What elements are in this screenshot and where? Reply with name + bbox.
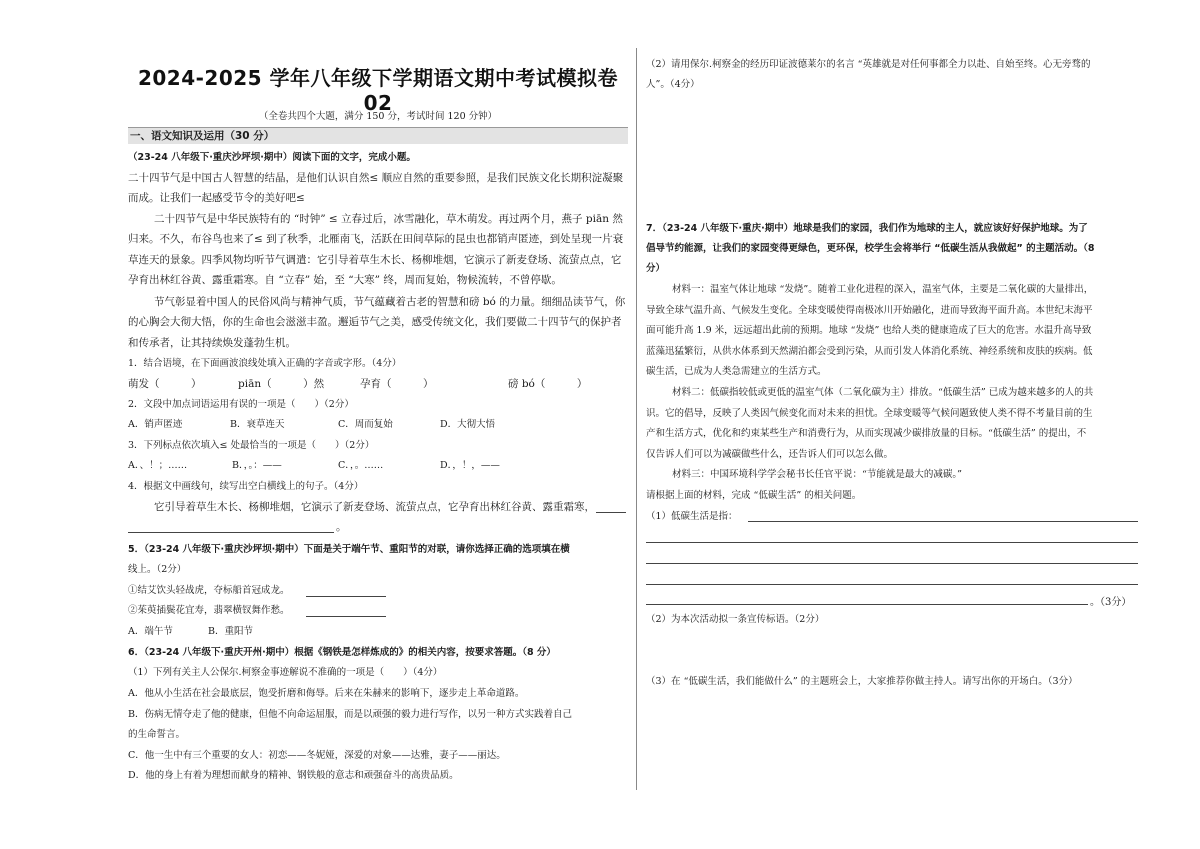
question-6-2-cont: 人”。（4分）: [646, 79, 700, 90]
q1-item: 萌发（ ）: [128, 378, 202, 390]
couplet-1: ①结艾饮头轻战虎，夺标船首冠成龙。: [128, 585, 290, 596]
question-4: 4．根据文中画线句，续写出空白横线上的句子。（4分）: [128, 481, 364, 492]
passage-line: 归来。不久，布谷鸟也来了≤ 到了秋季，北雁南飞，活跃在田间草际的昆虫也都销声匿迹，到处呈现一片衰: [128, 233, 624, 245]
question-6-1: （1）下列有关主人公保尔.柯察金事迹解说不准确的一项是（ ）（4分）: [128, 667, 443, 678]
couplet-2: ②茱萸插鬓花宜寿，翡翠横钗舞作愁。: [128, 605, 290, 616]
question-5-cont: 线上。（2分）: [128, 564, 187, 575]
question-7-2: （2）为本次活动拟一条宣传标语。（2分）: [646, 614, 825, 625]
question-1: 1．结合语境，在下面画波浪线处填入正确的字音或字形。（4分）: [128, 358, 402, 369]
q3-option-d: D．，！，——: [440, 460, 500, 471]
passage-line: 和传承者，让其持续焕发蓬勃生机。: [128, 337, 296, 349]
question-7: 7．（23-24 八年级下·重庆·期中）地球是我们的家园，我们作为地球的主人，就应该好好保护地球。为了: [646, 223, 1088, 234]
q1-item: 孕育（ ）: [360, 378, 434, 390]
q6-option-b-cont: 的生命誓言。: [128, 729, 186, 740]
passage-line: 草连天的景象。四季风物均听节气调遣：它引导着草生木长、杨柳堆烟，它演示了新麦登场、流萤点点，它: [128, 254, 622, 266]
q6-option-d: D．他的身上有着为理想而献身的精神、钢铁般的意志和顽强奋斗的高贵品质。: [128, 770, 459, 781]
answer-line[interactable]: [646, 584, 1138, 585]
q6-option-a: A．他从小生活在社会最底层，饱受折磨和侮辱。后来在朱赫来的影响下，逐步走上革命道路。: [128, 688, 525, 699]
passage-line: 节气彰显着中国人的民俗风尚与精神气质，节气蕴藏着古老的智慧和磅 bó 的力量。细细品读节气，你: [154, 296, 626, 308]
q3-option-a: A．、！；……: [128, 460, 188, 471]
q2-option-a: A．销声匿迹: [128, 419, 183, 430]
question-6-2: （2）请用保尔.柯察金的经历印证波德莱尔的名言 “英雄就是对任何事都全力以赴、自始至终。心无旁骛的: [646, 59, 1091, 70]
passage-line: 的心胸会大彻大悟，你的生命也会滋滋丰盈。邂逅节气之美，感受传统文化，我们要做二十四节气的保护者: [128, 316, 622, 328]
question-6: 6．（23-24 八年级下·重庆开州·期中）根据《钢铁是怎样炼成的》的相关内容，按要求答题。（8 分）: [128, 647, 556, 658]
question-7-cont: 分）: [646, 263, 666, 274]
q4-period: 。: [336, 521, 347, 533]
material-2-line: 仅告诉人们可以为减碳做些什么，还告诉人们可以怎么做。: [646, 449, 894, 460]
q2-option-c: C．周而复始: [338, 419, 393, 430]
q1-item: piān（ ）然: [238, 378, 325, 390]
q2-option-b: B．衰草连天: [230, 419, 285, 430]
instruction: 请根据上面的材料，完成 “低碳生活” 的相关问题。: [646, 490, 862, 501]
q2-option-d: D．大彻大悟: [440, 419, 496, 430]
q5-option-a: A．端午节: [128, 626, 173, 637]
question-3: 3．下列标点依次填入≤ 处最恰当的一项是（ ）（2分）: [128, 440, 375, 451]
passage-line: 二十四节气是中华民族特有的 “时钟” ≤ 立春过后，冰雪融化，草木萌发。再过两个月，燕子 piān 然: [154, 213, 623, 225]
q5-option-b: B．重阳节: [208, 626, 253, 637]
q1-item: 磅 bó（ ）: [508, 378, 588, 390]
column-divider: [636, 48, 637, 790]
page-subtitle: （全卷共四个大题，满分 150 分，考试时间 120 分钟）: [258, 111, 498, 122]
couplet-1-answer-line[interactable]: [306, 596, 386, 597]
couplet-2-answer-line[interactable]: [306, 616, 386, 617]
section-heading-1: 一、语文知识及运用（30 分）: [128, 127, 628, 144]
material-1-line: 材料一：温室气体让地球 “发烧”。随着工业化进程的深入，温室气体，主要是二氧化碳的大量排出，: [672, 284, 1094, 295]
q6-option-b: B．伤病无情夺走了他的健康，但他不向命运屈服，而是以顽强的毅力进行写作，以另一种方式实践着自己: [128, 709, 572, 720]
q4-blank-line[interactable]: [128, 532, 334, 533]
material-1-line: 蓝藻迅猛繁衍，从供水体系到天然湖泊都会受到污染，从而引发人体消化系统、神经系统和皮肤的疾病。低: [646, 346, 1093, 357]
material-2-line: 产和生活方式，优化和约束某些生产和消费行为，从而实现减少碳排放量的目标。“低碳生活” 的提出，不: [646, 428, 1087, 439]
q3-option-c: C．，。……: [338, 460, 384, 471]
answer-line[interactable]: [646, 563, 1138, 564]
q4-blank-line[interactable]: [596, 512, 626, 513]
passage-line: 而成。让我们一起感受节令的美好吧≤: [128, 192, 305, 204]
question-7-3: （3）在 “低碳生活，我们能做什么” 的主题班会上，大家推荐你做主持人。请写出你的开场白。（3分）: [646, 676, 1078, 687]
q3-option-b: B．，。：——: [232, 460, 282, 471]
question-2: 2．文段中加点词语运用有误的一项是（ ）（2分）: [128, 399, 354, 410]
q4-sentence: 它引导着草生木长、杨柳堆烟，它演示了新麦登场、流萤点点，它孕育出林红谷黄、露重霜寒，: [154, 501, 595, 513]
material-3: 材料三：中国环境科学学会秘书长任官平说：“节能就是最大的减碳。”: [672, 469, 962, 480]
page-title: 2024-2025 学年八年级下学期语文期中考试模拟卷 02: [137, 66, 619, 115]
material-1-line: 碳生活，已成为人类急需建立的生活方式。: [646, 366, 827, 377]
material-2-line: 识。它的倡导，反映了人类因气候变化而对未来的担忧。全球变暖等气候问题致使人类不得不考量目前的生: [646, 408, 1093, 419]
question-7-cont: 倡导节约能源，让我们的家园变得更绿色，更环保，校学生会将举行 “低碳生活从我做起” 的主题活动。（8: [646, 243, 1095, 254]
answer-line[interactable]: [646, 542, 1138, 543]
material-1-line: 导致全球气温升高、气候发生变化。全球变暖使得南极冰川开始融化，进而导致海平面升高。本世纪末海平: [646, 305, 1093, 316]
q6-option-c: C．他一生中有三个重要的女人：初恋——冬妮娅，深爱的对象——达雅，妻子——丽达。: [128, 750, 506, 761]
answer-line[interactable]: [748, 521, 1138, 522]
q7-1-score: 。（3分）: [1090, 597, 1132, 608]
question-group-intro: （23-24 八年级下·重庆沙坪坝·期中）阅读下面的文字，完成小题。: [128, 152, 416, 163]
question-5: 5．（23-24 八年级下·重庆沙坪坝·期中）下面是关于端午节、重阳节的对联，请你选择正确的选项填在横: [128, 544, 570, 555]
passage-line: 二十四节气是中国古人智慧的结晶，是他们认识自然≤ 顺应自然的重要参照，是我们民族文化长期积淀凝聚: [128, 172, 624, 184]
material-2-line: 材料二：低碳指较低或更低的温室气体（二氧化碳为主）排放。“低碳生活” 已成为越来越多的人的共: [672, 387, 1094, 398]
question-7-1: （1）低碳生活是指：: [646, 511, 738, 522]
passage-line: 孕育出林红谷黄、露重霜寒。自 “立春” 始，至 “大寒” 终，周而复始，物候流转，不曾停歇。: [128, 274, 562, 286]
answer-line[interactable]: [646, 604, 1088, 605]
material-1-line: 面可能升高 1.9 米，远远超出此前的预期。地球 “发烧” 也给人类的健康造成了巨大的危害。水温升高导致: [646, 325, 1092, 336]
